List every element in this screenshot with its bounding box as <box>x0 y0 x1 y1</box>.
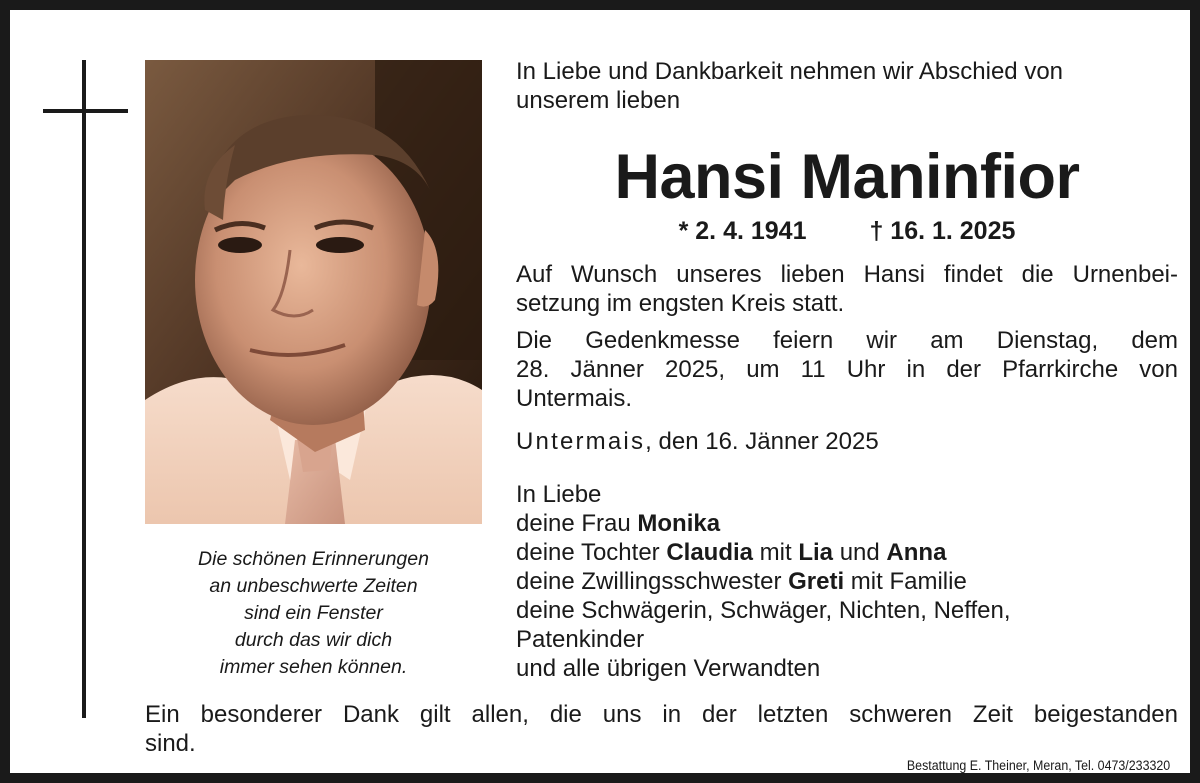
quote-line: immer sehen können. <box>219 656 408 678</box>
thanks-line: Ein besonderer Dank gilt allen, die uns in der letzten schweren Zeit beigestanden <box>145 701 1178 728</box>
deceased-name: Hansi Maninfior <box>614 142 1080 212</box>
quote-line: sind ein Fenster <box>244 602 383 624</box>
mourner-name: Anna <box>886 539 947 566</box>
notice-line: 28. Jänner 2025, um 11 Uhr in der Pfarrkirche von <box>516 356 1178 383</box>
notice-line: Untermais. <box>516 385 633 412</box>
mourner-name: Monika <box>637 510 721 537</box>
mourner-line-daughter <box>516 538 1178 567</box>
thanks-note <box>145 700 1178 758</box>
life-dates <box>516 215 1178 247</box>
death-date: † 16. 1. 2025 <box>869 217 1016 245</box>
memorial-quote <box>145 546 482 681</box>
intro-line: unserem lieben <box>516 87 681 114</box>
mourner-line-relatives: und alle übrigen Verwandten <box>516 655 821 682</box>
mourner-line-sister <box>516 567 1178 596</box>
birth-date: * 2. 4. 1941 <box>678 217 807 245</box>
farewell-intro <box>516 57 1178 115</box>
mourner-line-godchildren: Patenkinder <box>516 626 645 653</box>
cross-vertical-beam <box>82 60 86 718</box>
connector-text: und <box>833 539 887 566</box>
notice-line: Die Gedenkmesse feiern wir am Dienstag, dem <box>516 327 1178 354</box>
mourners-intro: In Liebe <box>516 481 602 508</box>
notice-line: setzung im engsten Kreis statt. <box>516 290 845 317</box>
intro-line: In Liebe und Dankbarkeit nehmen wir Abschied von <box>516 58 1064 85</box>
memorial-mass-notice <box>516 326 1178 413</box>
mourner-line-inlaws: deine Schwägerin, Schwäger, Nichten, Neffen, <box>516 597 1011 624</box>
thanks-line: sind. <box>145 730 196 757</box>
burial-notice <box>516 260 1178 318</box>
place-name: Untermais <box>516 428 646 455</box>
portrait-photo <box>145 60 482 524</box>
mourners-list <box>516 480 1178 683</box>
mourner-line-wife <box>516 509 1178 538</box>
quote-line: an unbeschwerte Zeiten <box>209 575 418 597</box>
mourner-name: Claudia <box>666 539 754 566</box>
mourner-name: Lia <box>798 539 834 566</box>
notice-line: Auf Wunsch unseres lieben Hansi findet die Urnenbei- <box>516 261 1178 288</box>
relation-text: mit Familie <box>844 568 967 595</box>
quote-line: Die schönen Erinnerungen <box>198 548 429 570</box>
connector-text: mit <box>753 539 799 566</box>
cross-horizontal-beam <box>43 109 128 113</box>
mourner-name: Greti <box>788 568 845 595</box>
relation-text: deine Tochter <box>516 539 667 566</box>
date-text: , den 16. Jänner 2025 <box>645 428 879 455</box>
relation-text: deine Frau <box>516 510 638 537</box>
relation-text: deine Zwillingsschwester <box>516 568 789 595</box>
quote-line: durch das wir dich <box>234 629 393 651</box>
place-and-date <box>516 427 1178 456</box>
funeral-home-credit: Bestattung E. Theiner, Meran, Tel. 0473/233320 <box>906 758 1170 773</box>
